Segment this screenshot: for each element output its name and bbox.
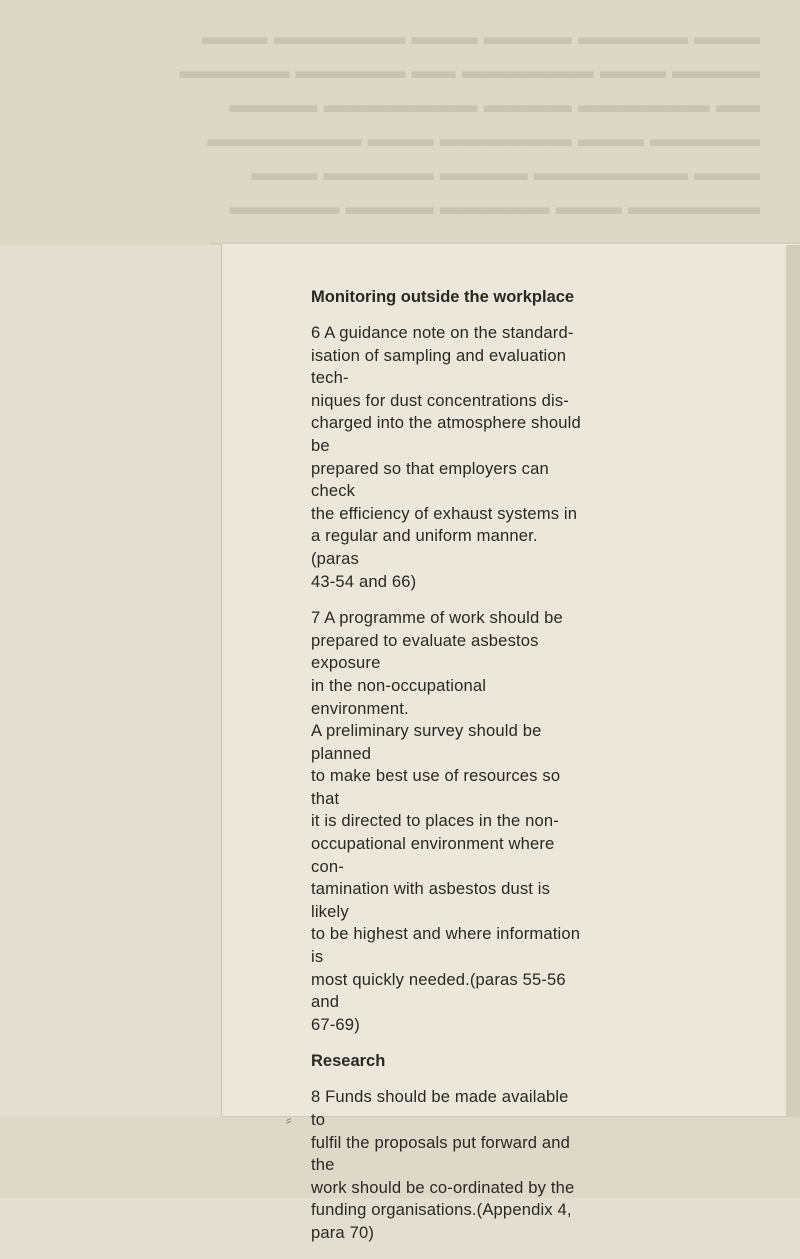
bleed-through-area (0, 0, 800, 245)
document-body (311, 286, 581, 1259)
paragraph-6: 6 A guidance note on the standard- isation of sampling and evaluation tech- niques for dust concentrations dis- charged into the atmosphere should be prepared so that employers can check the efficiency of exhaust systems in a regular and uniform manner.(paras 43-54 and 66) (311, 323, 581, 591)
page-right-margin (786, 245, 800, 1198)
heading-monitoring: Monitoring outside the workplace (311, 288, 575, 306)
paragraph-7: 7 A programme of work should be prepared to evaluate asbestos exposure in the non-occupational environment. A preliminary survey should be planned to make best use of resources so that it is directed to places in the non- occupational environment where con- tamination with asbestos dust is likely to be highest and where information is most quickly needed.(paras 55-56 and 67-69) (311, 608, 581, 1034)
paragraph-8: 8 Funds should be made available to fulfil the proposals put forward and the work should be co-ordinated by the funding organisations.(Appendix 4, para 70) (311, 1087, 575, 1242)
pen-mark-icon: ⸗ (286, 1110, 292, 1129)
bleed-through-texture: ▬▬▬ ▬▬▬▬▬ ▬▬▬▬ ▬▬▬ ▬▬▬▬▬▬ ▬▬▬ ▬▬▬▬ ▬▬▬ ▬▬▬▬▬▬ ▬▬ ▬▬▬▬▬ ▬▬▬▬▬ ▬▬ ▬▬▬▬▬▬ ▬▬▬▬ ▬▬▬▬▬▬▬ ▬▬▬▬ ▬▬▬▬▬ ▬▬▬ ▬▬▬▬▬▬ ▬▬▬ ▬▬▬▬▬▬▬ ▬▬▬ ▬▬▬▬▬▬▬ ▬▬▬▬ ▬▬▬▬▬ ▬▬▬ ▬▬▬▬▬▬ ▬▬▬ ▬▬▬▬▬ ▬▬▬▬ ▬▬▬▬▬ (179, 24, 760, 219)
heading-research: Research (311, 1052, 386, 1071)
